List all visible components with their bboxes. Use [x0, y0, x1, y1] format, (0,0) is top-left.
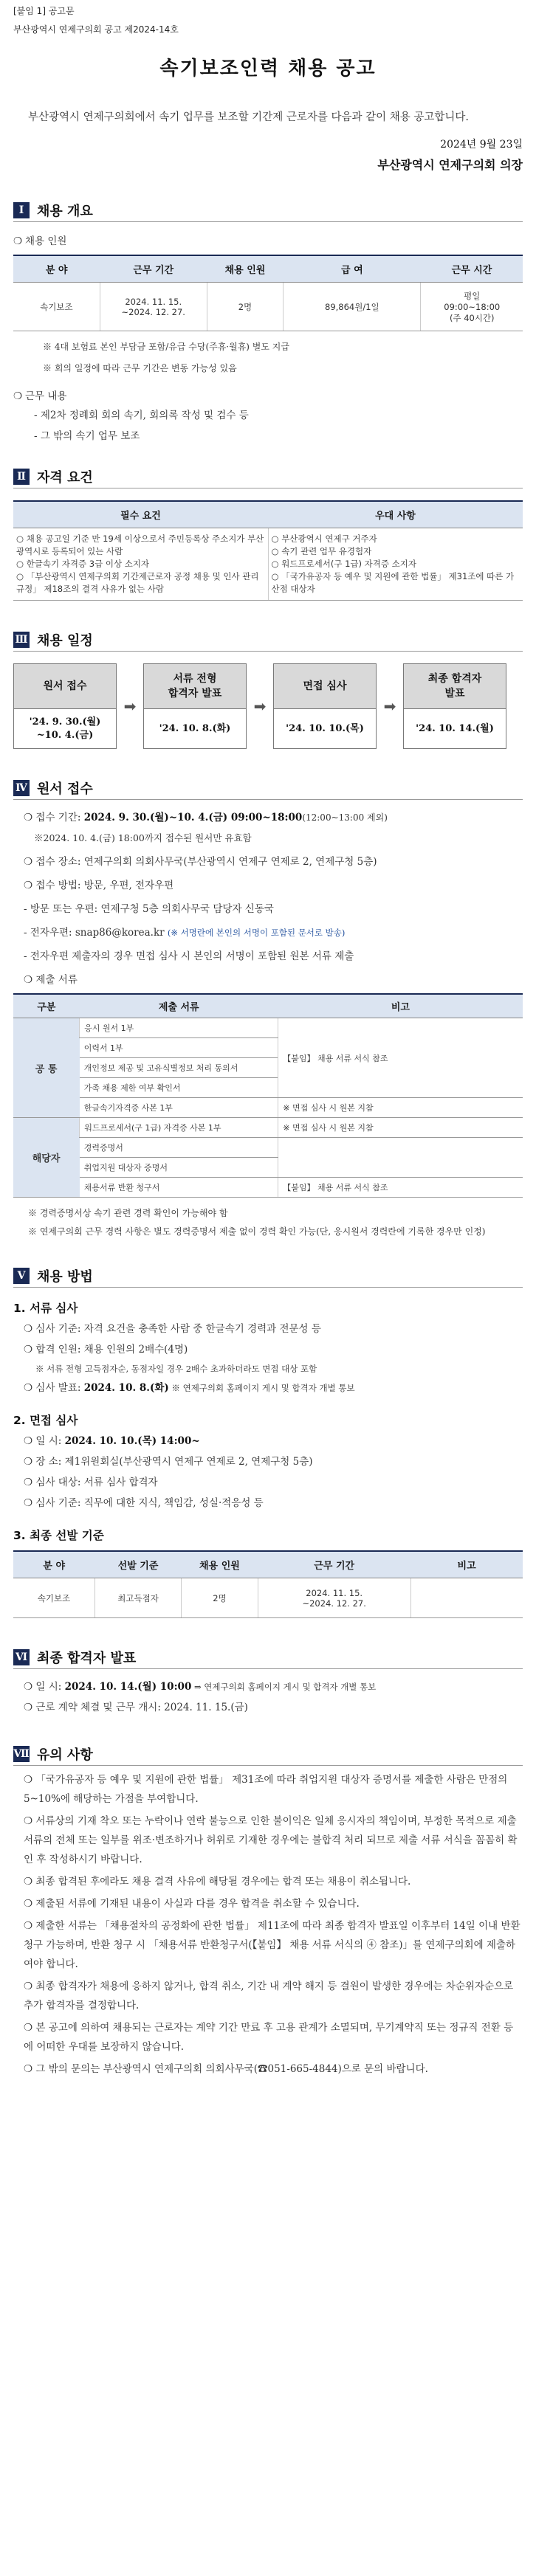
- circle-icon: ❍: [24, 1898, 36, 1910]
- section-title: 채용 개요: [37, 204, 93, 219]
- duty-item: - 그 밖의 속기 업무 보조: [34, 430, 140, 442]
- circle-icon: ❍: [24, 1382, 36, 1394]
- method-email: - 전자우편: snap86@korea.kr (※ 서명란에 본인의 서명이 포함된 문서로 발송): [24, 927, 346, 939]
- table-row: [13, 1118, 523, 1138]
- col-header: 급 여: [284, 255, 421, 283]
- note-schedule: ※ 회의 일정에 따라 근무 기간은 변동 가능성 있음: [43, 363, 237, 373]
- extra-note: ※ 면접 심사 시 원본 지참: [278, 1118, 523, 1138]
- attachment-tag: [붙임 1] 공고문: [13, 6, 75, 16]
- circle-icon: ❍: [24, 2022, 36, 2034]
- section-title: 자격 요건: [37, 470, 93, 486]
- schedule-step: [143, 663, 247, 749]
- circle-icon: ❍: [24, 2063, 36, 2075]
- extra-note-form: 【붙임】 채용 서류 서식 참조: [278, 1178, 523, 1198]
- circle-icon: ❍: [24, 1920, 36, 1932]
- cell-hours: 평일 09:00~18:00 (주 40시간): [421, 283, 523, 331]
- document-item: 경력증명서: [80, 1138, 278, 1158]
- application-period: ❍ 접수 기간: 2024. 9. 30.(월)~10. 4.(금) 09:00~18:00(12:00~13:00 제외): [24, 812, 388, 823]
- subheading-document-review: 1. 서류 심사: [13, 1302, 78, 1315]
- intro-text: 부산광역시 연제구의회에서 속기 업무를 보조할 기간제 근로자를 다음과 같이 채용 공고합니다.: [28, 111, 469, 123]
- document-item: 응시 원서 1부: [80, 1018, 278, 1038]
- circle-icon: ❍: [24, 1323, 36, 1335]
- note-insurance: ※ 4대 보험료 본인 부담금 포함/유급 수당(주휴·월휴) 별도 지급: [43, 342, 289, 352]
- circle-icon: ❍: [24, 1435, 36, 1447]
- col-header: 채용 인원: [207, 255, 284, 283]
- table-row: [13, 1178, 523, 1198]
- subheading-interview: 2. 면접 심사: [13, 1414, 78, 1427]
- circle-icon: ❍: [24, 812, 36, 823]
- notice-number: 부산광역시 연제구의회 공고 제2024-14호: [13, 24, 179, 35]
- cell-pay: 89,864원/1일: [284, 283, 421, 331]
- duty-item: - 제2차 정례회 회의 속기, 회의록 작성 및 검수 등: [34, 410, 249, 421]
- review-pass-count: ❍ 합격 인원: 채용 인원의 2배수(4명): [24, 1344, 188, 1356]
- section-number: Ⅰ: [13, 202, 30, 218]
- section-number: Ⅱ: [13, 469, 30, 485]
- final-announce-date: ❍ 일 시: 2024. 10. 14.(월) 10:00 ⇒ 연제구의회 홈페이지 게시 및 합격자 개별 통보: [24, 1681, 377, 1693]
- section-title: 원서 접수: [37, 781, 93, 797]
- application-period-note: ※2024. 10. 4.(금) 18:00까지 접수된 원서만 유효함: [34, 832, 252, 843]
- section-number: Ⅴ: [13, 1268, 30, 1284]
- cell-count: 2명: [182, 1578, 258, 1618]
- issuer-name: 부산광역시 연제구의회 의장: [377, 158, 523, 172]
- table-row: [13, 1098, 523, 1118]
- col-header: 채용 인원: [182, 1551, 258, 1578]
- col-header: 근무 기간: [100, 255, 207, 283]
- overview-table: [13, 255, 523, 331]
- interview-criteria: ❍ 심사 기준: 직무에 대한 지식, 책임감, 성실·적응성 등: [24, 1497, 264, 1509]
- col-header: 근무 시간: [421, 255, 523, 283]
- review-announcement: ❍ 심사 발표: 2024. 10. 8.(화) ※ 연제구의회 홈페이지 게시 및 합격자 개별 통보: [24, 1382, 355, 1394]
- common-note: 【붙임】 채용 서류 서식 참조: [278, 1018, 523, 1098]
- col-header: 제출 서류: [80, 994, 278, 1018]
- qualifications-table: [13, 500, 523, 601]
- circle-icon: ❍: [24, 1774, 36, 1786]
- preferred-list: ○ 부산광역시 연제구 거주자 ○ 속기 관련 업무 유경험자 ○ 워드프로세서(구 1급) 자격증 소지자 ○ 「국가유공자 등 예우 및 지원에 관한 법률」 제31조에 따른 가산점 대상자: [268, 528, 523, 601]
- circle-icon: ❍: [13, 390, 23, 402]
- arrow-right-icon: ➡: [123, 697, 137, 715]
- review-criteria: ❍ 심사 기준: 자격 요건을 충족한 사람 중 한글속기 경력과 전문성 등: [24, 1323, 321, 1335]
- subheading-duties: ❍ 근무 내용: [13, 390, 67, 402]
- col-header: 분 야: [13, 1551, 95, 1578]
- step-label: 최종 합격자 발표: [403, 663, 506, 709]
- document-item: 한글속기자격증 사본 1부: [80, 1098, 278, 1118]
- step-label: 면접 심사: [273, 663, 377, 709]
- section-title: 채용 일정: [37, 633, 93, 649]
- table-row: [13, 1138, 523, 1158]
- arrow-right-icon: ➡: [383, 697, 396, 715]
- col-header: 우대 사항: [268, 501, 523, 528]
- list-item: ❍ 최종 합격자가 채용에 응하지 않거나, 합격 취소, 기간 내 계약 해지 등 결원이 발생한 경우에는 차순위자순으로 추가 합격자를 결정합니다.: [24, 1981, 514, 2012]
- interview-place: ❍ 장 소: 제1위원회실(부산광역시 연제구 연제로 2, 연제구청 5층): [24, 1456, 313, 1468]
- section-title: 최종 합격자 발표: [37, 1651, 137, 1666]
- circle-icon: ❍: [24, 856, 36, 868]
- note-career: ※ 경력증명서상 속기 관련 경력 확인이 가능해야 함: [28, 1208, 228, 1218]
- circle-icon: ❍: [24, 1981, 36, 1992]
- cell-note: [410, 1578, 523, 1618]
- cell-period: 2024. 11. 15. ~2024. 12. 27.: [100, 283, 207, 331]
- circle-icon: ❍: [24, 974, 36, 986]
- circle-icon: ❍: [24, 1876, 36, 1888]
- list-item: ❍ 제출한 서류는 「채용절차의 공정화에 관한 법률」 제11조에 따라 최종 합격자 발표일 이후부터 14일 이내 반환 청구 가능하며, 반환 청구 시 「채용서류 반환청구서(【붙임】 채용 서류 서식의 ④ 참조)」를 연제구의회에 제출하여야 합니다.: [24, 1920, 520, 1970]
- list-item: ❍ 「국가유공자 등 예우 및 지원에 관한 법률」 제31조에 따라 취업지원 대상자 증명서를 제출한 사람은 만점의 5~10%에 해당하는 가점을 부여합니다.: [24, 1774, 508, 1805]
- cell-field: 속기보조: [13, 1578, 95, 1618]
- documents-label: ❍ 제출 서류: [24, 974, 78, 986]
- document-item: 이력서 1부: [80, 1038, 278, 1058]
- circle-icon: ❍: [13, 235, 23, 247]
- contract-start: ❍ 근로 계약 체결 및 근무 개시: 2024. 11. 15.(금): [24, 1702, 248, 1713]
- list-item: ❍ 서류상의 기재 착오 또는 누락이나 연락 불능으로 인한 불이익은 일체 응시자의 책임이며, 부정한 목적으로 제출 서류의 전체 또는 일부를 위조·변조하거나 허위로 기재한 경우에는 불합격 처리 되므로 제출 서류 서식을 꼼꼼히 확인 후 작성하시기 바랍니다.: [24, 1815, 518, 1865]
- section-selection-heading: [13, 1266, 523, 1288]
- category-common: 공 통: [13, 1018, 80, 1118]
- category-eligible: 해당자: [13, 1118, 80, 1198]
- section-title: 채용 방법: [37, 1269, 93, 1285]
- note-career-internal: ※ 연제구의회 근무 경력 사항은 별도 경력증명서 제출 없이 경력 확인 가능(단, 응시원서 경력란에 기록한 경우만 인정): [28, 1226, 486, 1237]
- review-note: ※ 서류 전형 고득점자순, 동점자일 경우 2배수 초과하더라도 면접 대상 포함: [35, 1364, 317, 1374]
- col-header: 비고: [278, 994, 523, 1018]
- list-item: ❍ 제출된 서류에 기재된 내용이 사실과 다를 경우 합격을 취소할 수 있습니다.: [24, 1898, 360, 1910]
- section-qualifications-heading: [13, 467, 523, 488]
- application-method: ❍ 접수 방법: 방문, 우편, 전자우편: [24, 880, 174, 891]
- table-row: [13, 1018, 523, 1038]
- interview-date: ❍ 일 시: 2024. 10. 10.(목) 14:00~: [24, 1435, 200, 1447]
- col-header: 분 야: [13, 255, 100, 283]
- col-header: 필수 요건: [13, 501, 268, 528]
- circle-icon: ❍: [24, 880, 36, 891]
- interview-target: ❍ 심사 대상: 서류 심사 합격자: [24, 1477, 158, 1488]
- notice-date: 2024년 9월 23일: [440, 139, 523, 151]
- step-label: 서류 전형 합격자 발표: [143, 663, 247, 709]
- document-item: 워드프로세서(구 1급) 자격증 사본 1부: [80, 1118, 278, 1138]
- document-item: 취업지원 대상자 증명서: [80, 1158, 278, 1178]
- col-header: 근무 기간: [258, 1551, 410, 1578]
- table-row: [13, 1578, 523, 1618]
- step-label: 원서 접수: [13, 663, 117, 709]
- subheading-headcount: ❍ 채용 인원: [13, 235, 67, 247]
- required-list: ○ 채용 공고일 기준 만 19세 이상으로서 주민등록상 주소지가 부산광역시로 등록되어 있는 사람 ○ 한글속기 자격증 3급 이상 소지자 ○ 「부산광역시 연제구의회 기간제근로자 공정 채용 및 인사 관리 규정」 제18조의 결격 사유가 없는 사람: [13, 528, 268, 601]
- document-item: 채용서류 반환 청구서: [80, 1178, 278, 1198]
- circle-icon: ❍: [24, 1344, 36, 1356]
- section-overview-heading: [13, 201, 523, 222]
- schedule-step: [13, 663, 117, 749]
- document-item: 가족 채용 제한 여부 확인서: [80, 1078, 278, 1098]
- schedule-step: [273, 663, 377, 749]
- cell-period: 2024. 11. 15. ~2024. 12. 27.: [258, 1578, 410, 1618]
- step-date: '24. 9. 30.(월) ~10. 4.(금): [13, 709, 117, 749]
- method-email-note: - 전자우편 제출자의 경우 면접 심사 시 본인의 서명이 포함된 원본 서류 제출: [24, 950, 354, 962]
- schedule-flow: [13, 663, 523, 749]
- list-item: ❍ 본 공고에 의하여 채용되는 근로자는 계약 기간 만료 후 고용 관계가 소멸되며, 무기계약직 또는 정규직 전환 등에 어떠한 우대를 보장하지 않습니다.: [24, 2022, 514, 2053]
- step-date: '24. 10. 10.(목): [273, 709, 377, 749]
- application-place: ❍ 접수 장소: 연제구의회 의회사무국(부산광역시 연제구 연제로 2, 연제구청 5층): [24, 856, 377, 868]
- cell-count: 2명: [207, 283, 284, 331]
- section-number: Ⅳ: [13, 780, 30, 796]
- section-title: 유의 사항: [37, 1747, 93, 1763]
- circle-icon: ❍: [24, 1815, 36, 1827]
- section-number: Ⅲ: [13, 632, 30, 648]
- section-notes-heading: [13, 1744, 523, 1766]
- table-row: [13, 528, 523, 601]
- circle-icon: ❍: [24, 1477, 36, 1488]
- circle-icon: ❍: [24, 1497, 36, 1509]
- notes-list: [13, 1770, 523, 2079]
- step-date: '24. 10. 14.(월): [403, 709, 506, 749]
- documents-table: [13, 993, 523, 1198]
- arrow-right-icon: ➡: [253, 697, 267, 715]
- document-item: 개인정보 제공 및 고유식별정보 처리 동의서: [80, 1058, 278, 1078]
- section-number: Ⅵ: [13, 1649, 30, 1665]
- col-header: 구분: [13, 994, 80, 1018]
- section-final-announce-heading: [13, 1648, 523, 1669]
- page-title: 속기보조인력 채용 공고: [159, 58, 377, 80]
- cell-field: 속기보조: [13, 283, 100, 331]
- list-item: ❍ 그 밖의 문의는 부산광역시 연제구의회 의회사무국(☎051-665-4844)으로 문의 바랍니다.: [24, 2063, 428, 2075]
- circle-icon: ❍: [24, 1681, 36, 1693]
- circle-icon: ❍: [24, 1456, 36, 1468]
- section-application-heading: [13, 778, 523, 800]
- table-row: [13, 283, 523, 331]
- col-header: 선발 기준: [95, 1551, 181, 1578]
- circle-icon: ❍: [24, 1702, 36, 1713]
- subheading-final-criteria: 3. 최종 선발 기준: [13, 1529, 104, 1542]
- cell-basis: 최고득점자: [95, 1578, 181, 1618]
- section-number: Ⅶ: [13, 1746, 30, 1762]
- step-date: '24. 10. 8.(화): [143, 709, 247, 749]
- col-header: 비고: [410, 1551, 523, 1578]
- method-visit: - 방문 또는 우편: 연제구청 5층 의회사무국 담당자 신동국: [24, 903, 274, 915]
- common-note-original: ※ 면접 심사 시 원본 지참: [278, 1098, 523, 1118]
- schedule-step: [403, 663, 506, 749]
- section-schedule-heading: [13, 630, 523, 652]
- final-criteria-table: [13, 1550, 523, 1618]
- list-item: ❍ 최종 합격된 후에라도 채용 결격 사유에 해당될 경우에는 합격 또는 채용이 취소됩니다.: [24, 1876, 411, 1888]
